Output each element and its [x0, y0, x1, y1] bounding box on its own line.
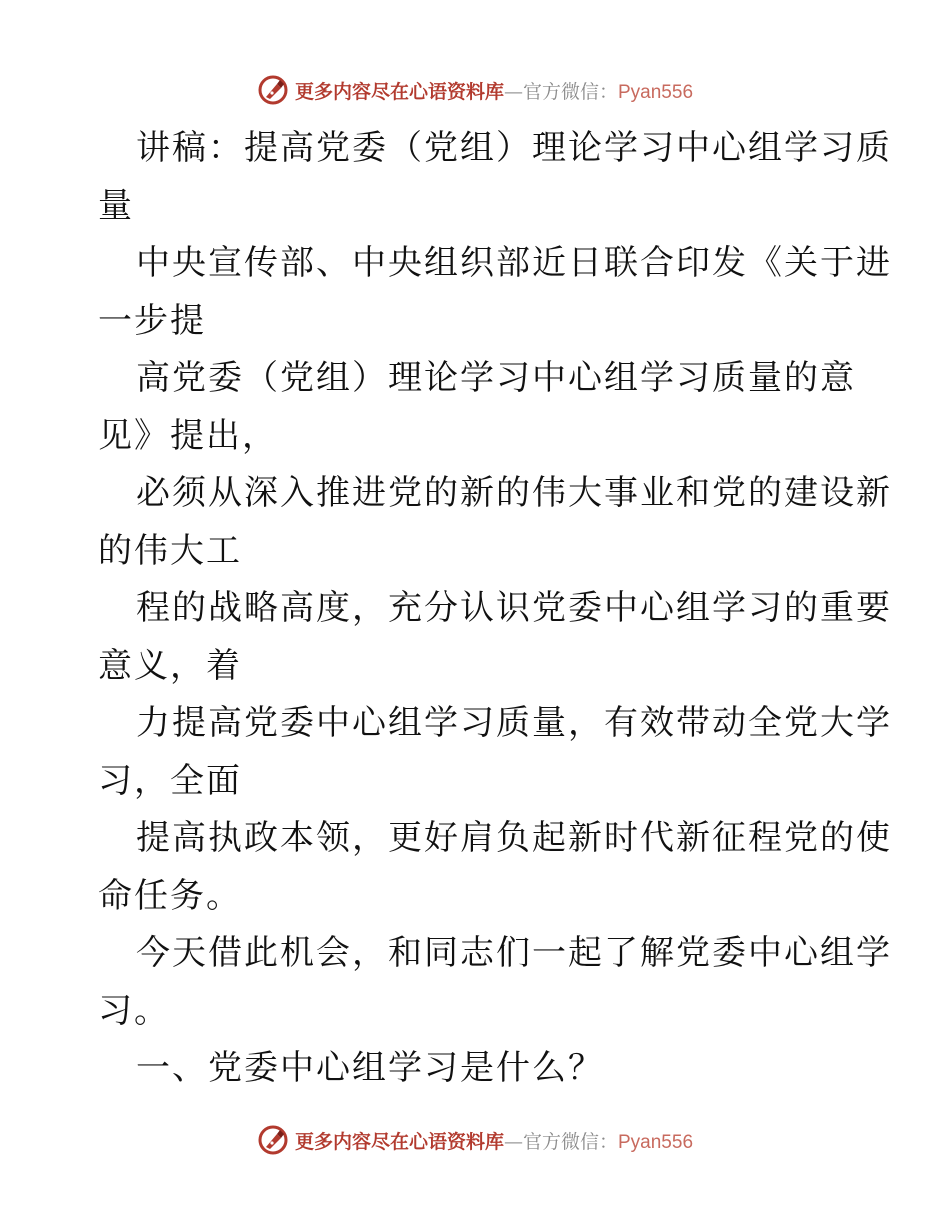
document-line: 讲稿：提高党委（党组）理论学习中心组学习质 — [136, 128, 892, 168]
document-line: 命任务。 — [98, 875, 242, 916]
pen-nib-circle-logo-icon — [257, 1124, 289, 1156]
pen-nib-circle-logo-icon — [257, 74, 289, 106]
document-line: 习。 — [98, 990, 170, 1031]
document-line: 高党委（党组）理论学习中心组学习质量的意 — [136, 358, 856, 398]
footer-banner — [0, 1120, 950, 1160]
banner-wechat-id: Pyan556 — [618, 81, 694, 103]
banner-official-label: 官方微信： — [522, 80, 618, 103]
document-line: 中央宣传部、中央组织部近日联合印发《关于进 — [136, 243, 892, 283]
document-line: 量 — [98, 185, 134, 226]
banner-main-text: 更多内容尽在心语资料库 — [294, 80, 504, 103]
header-banner — [0, 70, 950, 110]
banner-main-text: 更多内容尽在心语资料库 — [294, 1130, 504, 1153]
document-line: 意义，着 — [98, 645, 242, 686]
document-line: 力提高党委中心组学习质量，有效带动全党大学 — [136, 703, 892, 743]
document-line: 习，全面 — [98, 760, 242, 801]
document-line: 提高执政本领，更好肩负起新时代新征程党的使 — [136, 818, 892, 858]
document-body — [98, 120, 892, 1098]
document-line: 一步提 — [98, 300, 206, 341]
banner-text — [295, 77, 693, 104]
document-line: 一、党委中心组学习是什么？ — [136, 1048, 604, 1088]
document-line: 的伟大工 — [98, 530, 242, 571]
document-line: 必须从深入推进党的新的伟大事业和党的建设新 — [136, 473, 892, 513]
banner-dash: — — [503, 1130, 523, 1153]
banner-official-label: 官方微信： — [522, 1130, 618, 1153]
banner-text — [295, 1127, 693, 1154]
banner-wechat-id: Pyan556 — [618, 1131, 694, 1153]
document-line: 今天借此机会，和同志们一起了解党委中心组学 — [136, 933, 892, 973]
document-line: 程的战略高度，充分认识党委中心组学习的重要 — [136, 588, 892, 628]
banner-dash: — — [503, 80, 523, 103]
document-line: 见》提出， — [98, 415, 278, 456]
